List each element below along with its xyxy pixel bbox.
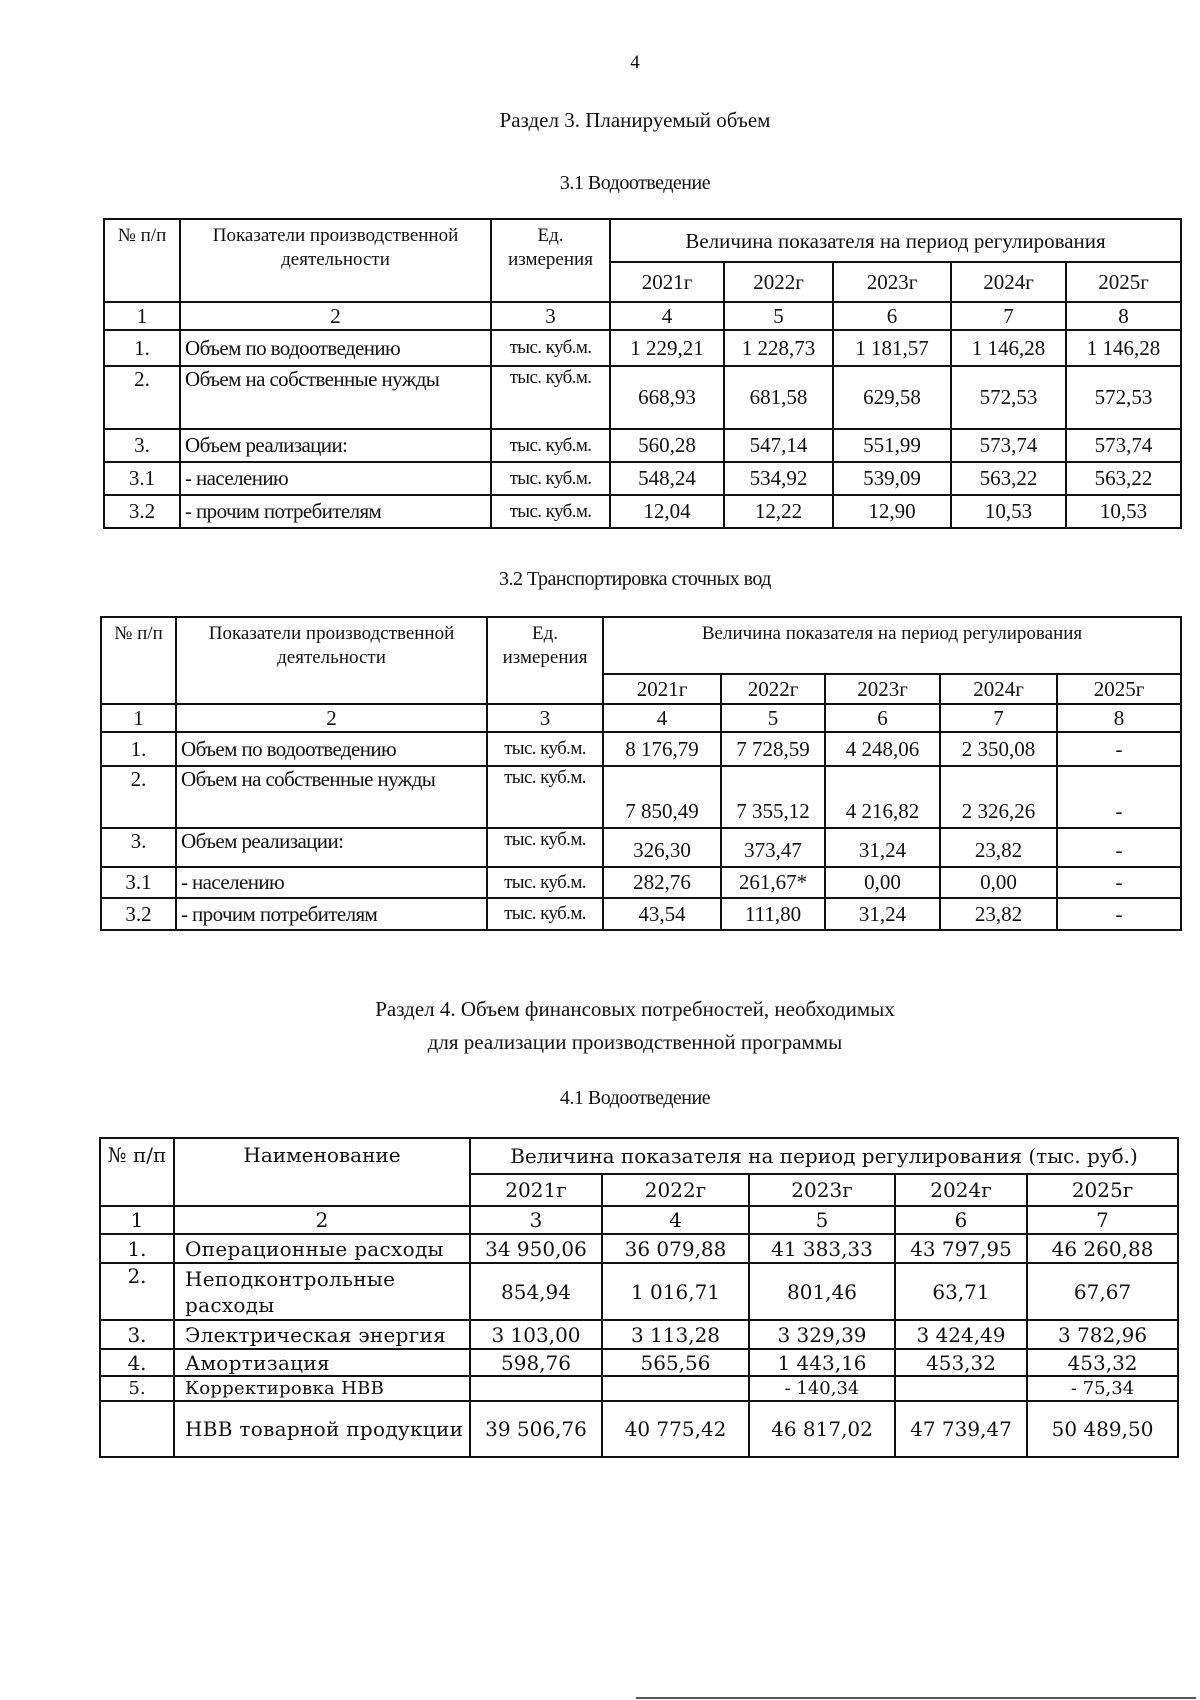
header-indicator: Показатели производственной деятельности [176,617,487,704]
table-row [100,1320,1178,1349]
row-num: 1. [101,732,176,766]
column-number: 6 [833,302,951,330]
row-name: Корректировка НВВ [174,1376,470,1401]
table-row [104,462,1181,495]
row-value: 854,94 [470,1263,602,1320]
row-name: - населению [176,867,487,898]
row-value: 43,54 [603,898,721,930]
row-value: 551,99 [833,429,951,462]
row-value: 668,93 [610,366,724,429]
row-value: 63,71 [895,1263,1027,1320]
row-value: - [1057,867,1181,898]
row-name: Электрическая энергия [174,1320,470,1349]
row-value: - [1057,766,1181,828]
table-row [101,828,1181,867]
table-row [101,867,1181,898]
row-name: - прочим потребителям [176,898,487,930]
bottom-rule [636,1697,1196,1699]
table-4-1-financial [99,1137,1179,1458]
row-value: 1 229,21 [610,330,724,366]
table-row [104,330,1181,366]
row-num: 2. [100,1263,174,1320]
header-unit: Ед. измерения [491,219,610,302]
row-num: 4. [100,1349,174,1376]
header-num: № п/п [101,617,176,704]
column-number: 6 [825,704,940,732]
header-year: 2024г [940,674,1057,704]
column-number: 1 [101,704,176,732]
column-number: 5 [749,1206,895,1234]
header-name: Наименование [174,1138,470,1206]
row-unit: тыс. куб.м. [487,766,603,828]
row-unit: тыс. куб.м. [487,898,603,930]
row-value: 7 355,12 [721,766,825,828]
row-value: 548,24 [610,462,724,495]
header-year: 2023г [749,1174,895,1206]
row-value: - [1057,898,1181,930]
row-num: 1. [104,330,180,366]
row-value: 10,53 [1066,495,1181,528]
row-num: 3.2 [101,898,176,930]
section-4-title-line1: Раздел 4. Объем финансовых потребностей, необходимых [375,997,895,1021]
row-value: 7 850,49 [603,766,721,828]
column-number: 1 [104,302,180,330]
row-unit: тыс. куб.м. [487,828,603,867]
row-num: 2. [104,366,180,429]
row-value: 40 775,42 [602,1401,749,1457]
header-period: Величина показателя на период регулирования [603,617,1181,674]
row-value: 563,22 [951,462,1066,495]
row-value: 3 113,28 [602,1320,749,1349]
row-value: 0,00 [940,867,1057,898]
row-value: 34 950,06 [470,1234,602,1263]
row-value [470,1376,602,1401]
table-row [104,366,1181,429]
row-value: 31,24 [825,898,940,930]
row-value: 2 326,26 [940,766,1057,828]
table-3-1-wastewater [103,218,1182,529]
header-year: 2025г [1066,262,1181,302]
column-number: 7 [940,704,1057,732]
header-year: 2023г [833,262,951,302]
row-value: 539,09 [833,462,951,495]
column-number: 2 [180,302,491,330]
row-name: Объем на собственные нужды [176,766,487,828]
section-4-title-line2: для реализации производственной программы [427,1030,843,1054]
header-year: 2022г [721,674,825,704]
column-number: 3 [470,1206,602,1234]
column-number: 2 [176,704,487,732]
row-value: 4 248,06 [825,732,940,766]
row-value: 47 739,47 [895,1401,1027,1457]
table-row [100,1401,1178,1457]
row-value: 3 424,49 [895,1320,1027,1349]
row-value: 36 079,88 [602,1234,749,1263]
row-value: 41 383,33 [749,1234,895,1263]
row-value [895,1376,1027,1401]
column-number: 5 [721,704,825,732]
row-value: 681,58 [724,366,833,429]
row-num: 5. [100,1376,174,1401]
row-value: 1 016,71 [602,1263,749,1320]
row-value: 23,82 [940,828,1057,867]
row-value: 12,90 [833,495,951,528]
page-number: 4 [630,52,640,73]
header-num: № п/п [104,219,180,302]
row-unit: тыс. куб.м. [491,495,610,528]
header-indicator: Показатели производственной деятельности [180,219,491,302]
column-number: 7 [951,302,1066,330]
table-row [101,898,1181,930]
row-value: 1 146,28 [951,330,1066,366]
column-number: 8 [1057,704,1181,732]
row-value: 43 797,95 [895,1234,1027,1263]
row-value: 50 489,50 [1027,1401,1178,1457]
header-period: Величина показателя на период регулирования [610,219,1181,262]
row-name: Объем реализации: [176,828,487,867]
header-year: 2025г [1027,1174,1178,1206]
row-unit: тыс. куб.м. [491,366,610,429]
row-unit: тыс. куб.м. [491,330,610,366]
row-num: 3.2 [104,495,180,528]
row-value: 572,53 [1066,366,1181,429]
row-value: - [1057,732,1181,766]
row-num: 3. [100,1320,174,1349]
row-num: 3.1 [104,462,180,495]
row-value: 7 728,59 [721,732,825,766]
row-value: 46 260,88 [1027,1234,1178,1263]
row-name: Амортизация [174,1349,470,1376]
row-value: 1 181,57 [833,330,951,366]
section-4-title [0,993,1200,1059]
row-value: 31,24 [825,828,940,867]
header-year: 2025г [1057,674,1181,704]
row-value: 3 103,00 [470,1320,602,1349]
column-number: 3 [487,704,603,732]
row-num: 3.1 [101,867,176,898]
table-row [100,1349,1178,1376]
row-value: - 75,34 [1027,1376,1178,1401]
row-value: 560,28 [610,429,724,462]
row-name: Объем реализации: [180,429,491,462]
row-value: 23,82 [940,898,1057,930]
row-name: - населению [180,462,491,495]
row-value: 8 176,79 [603,732,721,766]
table-row [101,732,1181,766]
row-value: 563,22 [1066,462,1181,495]
row-value: 326,30 [603,828,721,867]
row-value: 573,74 [1066,429,1181,462]
row-value: 261,67* [721,867,825,898]
header-year: 2021г [603,674,721,704]
column-number: 8 [1066,302,1181,330]
row-value: 1 146,28 [1066,330,1181,366]
row-value: 282,76 [603,867,721,898]
row-value: 565,56 [602,1349,749,1376]
row-value: 547,14 [724,429,833,462]
row-value: 1 443,16 [749,1349,895,1376]
column-number: 5 [724,302,833,330]
row-value: 3 782,96 [1027,1320,1178,1349]
header-period: Величина показателя на период регулирования (тыс. руб.) [470,1138,1178,1174]
table-4-1-title: 4.1 Водоотведение [559,1087,711,1109]
row-num: 3. [104,429,180,462]
column-number: 1 [100,1206,174,1234]
row-value: 4 216,82 [825,766,940,828]
column-number: 2 [174,1206,470,1234]
table-3-2-title: 3.2 Транспортировка сточных вод [499,568,771,590]
row-value: 453,32 [1027,1349,1178,1376]
row-value: 0,00 [825,867,940,898]
row-unit: тыс. куб.м. [487,732,603,766]
row-name: - прочим потребителям [180,495,491,528]
row-value: - [1057,828,1181,867]
row-value: 12,22 [724,495,833,528]
row-value: 67,67 [1027,1263,1178,1320]
column-number: 4 [603,704,721,732]
row-value: 573,74 [951,429,1066,462]
table-row [100,1376,1178,1401]
row-num: 3. [101,828,176,867]
header-year: 2021г [610,262,724,302]
table-row [100,1263,1178,1320]
row-value: 2 350,08 [940,732,1057,766]
row-num [100,1401,174,1457]
row-name: Объем по водоотведению [176,732,487,766]
row-value: 1 228,73 [724,330,833,366]
row-value: 453,32 [895,1349,1027,1376]
column-number: 4 [602,1206,749,1234]
table-row [100,1234,1178,1263]
column-number: 4 [610,302,724,330]
header-year: 2024г [895,1174,1027,1206]
header-year: 2022г [724,262,833,302]
column-number: 3 [491,302,610,330]
row-value: 598,76 [470,1349,602,1376]
row-name: Объем на собственные нужды [180,366,491,429]
table-3-2-transport [100,616,1182,931]
row-unit: тыс. куб.м. [491,429,610,462]
row-name: Неподконтрольные расходы [174,1263,470,1320]
table-row [104,429,1181,462]
table-row [104,495,1181,528]
row-value: 12,04 [610,495,724,528]
row-value: 373,47 [721,828,825,867]
row-value: 572,53 [951,366,1066,429]
header-num: № п/п [100,1138,174,1206]
row-value: 46 817,02 [749,1401,895,1457]
row-unit: тыс. куб.м. [487,867,603,898]
row-value: 629,58 [833,366,951,429]
column-number: 6 [895,1206,1027,1234]
row-value [602,1376,749,1401]
header-year: 2022г [602,1174,749,1206]
row-value: 3 329,39 [749,1320,895,1349]
header-unit: Ед. измерения [487,617,603,704]
header-year: 2023г [825,674,940,704]
row-value: 534,92 [724,462,833,495]
row-name: Операционные расходы [174,1234,470,1263]
row-value: - 140,34 [749,1376,895,1401]
section-3-title: Раздел 3. Планируемый объем [499,108,771,132]
row-name: Объем по водоотведению [180,330,491,366]
row-name: НВВ товарной продукции [174,1401,470,1457]
header-year: 2021г [470,1174,602,1206]
row-unit: тыс. куб.м. [491,462,610,495]
column-number: 7 [1027,1206,1178,1234]
row-num: 1. [100,1234,174,1263]
header-year: 2024г [951,262,1066,302]
table-3-1-title: 3.1 Водоотведение [559,172,711,194]
row-num: 2. [101,766,176,828]
row-value: 10,53 [951,495,1066,528]
row-value: 801,46 [749,1263,895,1320]
row-value: 111,80 [721,898,825,930]
row-value: 39 506,76 [470,1401,602,1457]
table-row [101,766,1181,828]
